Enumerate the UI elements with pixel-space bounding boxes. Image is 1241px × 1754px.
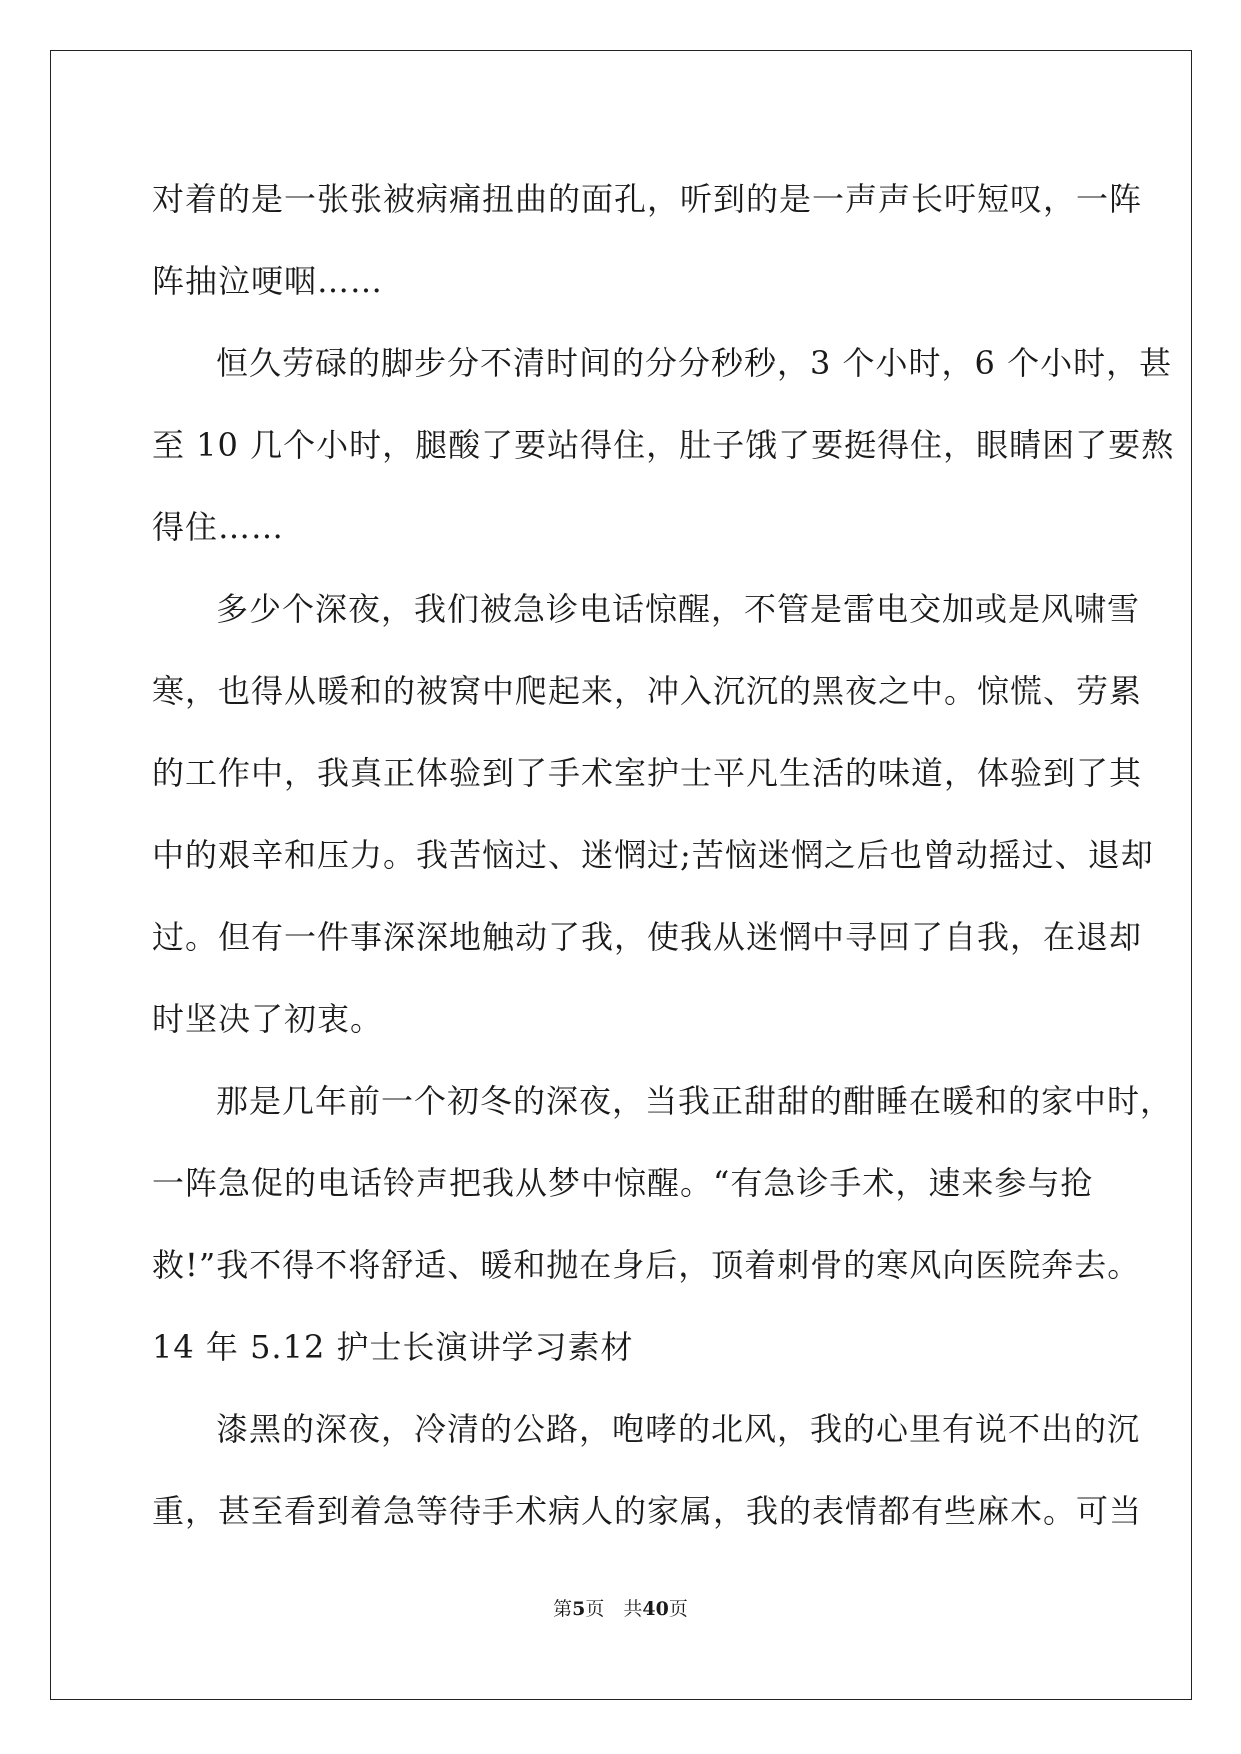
footer-mid: 页 共 (585, 1598, 643, 1620)
section-heading: 14 年 5.12 护士长演讲学习素材 (152, 1328, 634, 1366)
text-line: 时坚决了初衷。 (152, 1000, 384, 1038)
footer-suffix: 页 (668, 1598, 688, 1620)
text-line: 寒，也得从暖和的被窝中爬起来，冲入沉沉的黑夜之中。惊慌、劳累 (152, 672, 1143, 710)
current-page-number: 5 (572, 1598, 586, 1620)
text-line: 那是几年前一个初冬的深夜，当我正甜甜的酣睡在暖和的家中时， (216, 1082, 1174, 1120)
total-page-count: 40 (642, 1598, 669, 1620)
text-line: 得住…… (152, 508, 285, 546)
text-line: 对着的是一张张被病痛扭曲的面孔，听到的是一声声长吁短叹，一阵 (152, 180, 1143, 218)
text-line: 过。但有一件事深深地触动了我，使我从迷惘中寻回了自我，在退却 (152, 918, 1143, 956)
page-footer (0, 1594, 1241, 1621)
text-line: 中的艰辛和压力。我苦恼过、迷惘过;苦恼迷惘之后也曾动摇过、退却 (152, 836, 1154, 874)
text-line: 一阵急促的电话铃声把我从梦中惊醒。“有急诊手术，速来参与抢 (152, 1164, 1094, 1202)
text-line: 恒久劳碌的脚步分不清时间的分分秒秒，3 个小时，6 个小时，甚 (216, 344, 1173, 382)
text-line: 阵抽泣哽咽…… (152, 262, 384, 300)
text-line: 多少个深夜，我们被急诊电话惊醒，不管是雷电交加或是风啸雪 (216, 590, 1141, 628)
text-line: 重，甚至看到着急等待手术病人的家属，我的表情都有些麻木。可当 (152, 1492, 1143, 1530)
text-line: 救!”我不得不将舒适、暖和抛在身后，顶着刺骨的寒风向医院奔去。 (152, 1246, 1141, 1284)
footer-prefix: 第 (553, 1598, 573, 1620)
text-line: 的工作中，我真正体验到了手术室护士平凡生活的味道，体验到了其 (152, 754, 1143, 792)
text-line: 至 10 几个小时，腿酸了要站得住，肚子饿了要挺得住，眼睛困了要熬 (152, 426, 1175, 464)
document-body (152, 158, 1175, 1552)
text-line: 漆黑的深夜，冷清的公路，咆哮的北风，我的心里有说不出的沉 (216, 1410, 1141, 1448)
